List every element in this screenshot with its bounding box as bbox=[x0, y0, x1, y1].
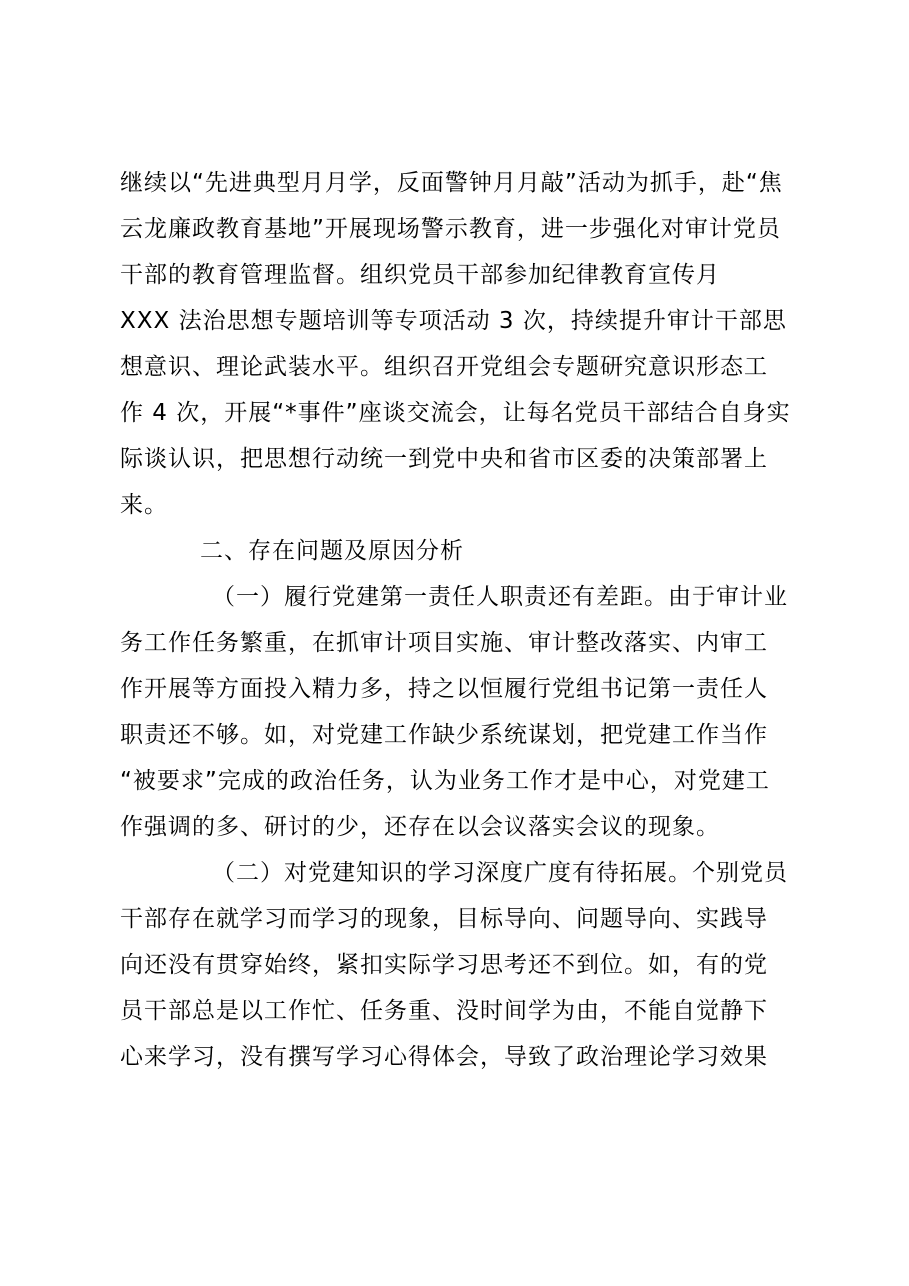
paragraph-line: 作开展等方面投入精力多，持之以恒履行党组书记第一责任人 bbox=[120, 676, 768, 702]
paragraph-line: 作 4 次，开展“*事件”座谈交流会，让每名党员干部结合自身实 bbox=[120, 400, 791, 426]
paragraph-line: 务工作任务繁重，在抓审计项目实施、审计整改落实、内审工 bbox=[120, 630, 768, 656]
paragraph-line: 职责还不够。如，对党建工作缺少系统谋划，把党建工作当作 bbox=[120, 722, 768, 748]
paragraph-line: 作强调的多、研讨的少，还存在以会议落实会议的现象。 bbox=[120, 814, 720, 840]
paragraph-line: 员干部总是以工作忙、任务重、没时间学为由，不能自觉静下 bbox=[120, 998, 768, 1024]
paragraph-line: 想意识、理论武装水平。组织召开党组会专题研究意识形态工 bbox=[120, 354, 768, 380]
paragraph-line: 干部存在就学习而学习的现象，目标导向、问题导向、实践导 bbox=[120, 906, 768, 932]
subsection-heading: （二）对党建知识的学习深度广度有待拓展。个别党员 bbox=[212, 860, 788, 886]
document-body bbox=[120, 160, 810, 1080]
paragraph-line: 心来学习，没有撰写学习心得体会，导致了政治理论学习效果 bbox=[120, 1044, 768, 1070]
paragraph-line: 际谈认识，把思想行动统一到党中央和省市区委的决策部署上 bbox=[120, 446, 768, 472]
paragraph-line: 继续以“先进典型月月学，反面警钟月月敲”活动为抓手，赴“焦 bbox=[120, 170, 783, 196]
subsection-heading: （一）履行党建第一责任人职责还有差距。由于审计业 bbox=[212, 584, 788, 610]
paragraph-line: 云龙廉政教育基地”开展现场警示教育，进一步强化对审计党员 bbox=[120, 216, 781, 242]
paragraph-line: 来。 bbox=[120, 492, 168, 518]
paragraph-line: 干部的教育管理监督。组织党员干部参加纪律教育宣传月 bbox=[120, 262, 720, 288]
paragraph-line: 向还没有贯穿始终，紧扣实际学习思考还不到位。如，有的党 bbox=[120, 952, 768, 978]
paragraph-line: XXX 法治思想专题培训等专项活动 3 次，持续提升审计干部思 bbox=[120, 308, 787, 334]
section-heading: 二、存在问题及原因分析 bbox=[200, 538, 464, 564]
paragraph-line: “被要求”完成的政治任务，认为业务工作才是中心，对党建工 bbox=[120, 768, 770, 794]
